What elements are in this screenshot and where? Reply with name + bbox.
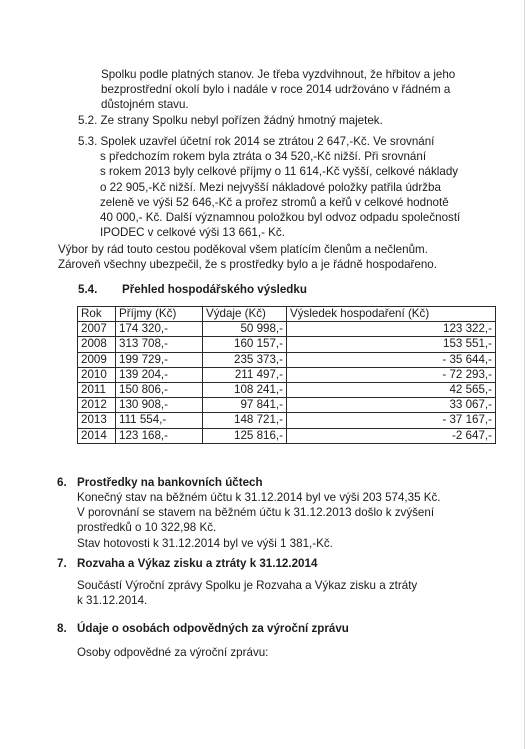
cell-year: 2007 [78,322,116,337]
section-5-3-line: s předchozím rokem byla ztráta o 34 520,-Kč nižší. Při srovnání [100,150,427,164]
cell-year: 2012 [78,398,116,413]
cell-income: 139 204,- [116,367,203,382]
cell-year: 2010 [78,367,116,382]
section-5-3-line: 5.3. Spolek uzavřel účetní rok 2014 se ztrátou 2 647,-Kč. Ve srovnání [78,135,435,148]
table-header-row [78,307,496,322]
section-5-3 [78,134,460,240]
cell-expenses: 97 841,- [203,398,287,413]
intro-line: důstojném stavu. [101,98,189,112]
cell-result: - 72 293,- [287,367,496,382]
page-edge-line [524,0,525,749]
header-income: Příjmy (Kč) [116,307,203,322]
section-6-line: V porovnání se stavem na běžném účtu k 31.12.2013 došlo k zvýšení [77,506,435,520]
cell-year: 2008 [78,337,116,352]
cell-result: 153 551,- [287,337,496,352]
cell-income: 123 168,- [116,428,203,443]
section-7-number: 7. [57,557,67,570]
header-expenses: Výdaje (Kč) [203,307,287,322]
section-6-line: prostředků o 10 322,98 Kč. [77,521,217,535]
section-6-heading [57,475,263,490]
cell-expenses: 148 721,- [203,413,287,428]
section-5-3-line: s rokem 2013 byly celkové příjmy o 11 614,-Kč vyšší, celkové náklady [100,165,459,179]
section-5-3-line: zeleně ve výši 52 646,-Kč a prořez stromů a keřů v celkové hodnotě [100,195,449,209]
thanks-line: Zároveň všechny ubezpečil, že s prostředky bylo a je řádně hospodařeno. [58,258,437,272]
table-row [78,322,496,337]
intro-line: bezprostřední okolí bylo i nadále v roce 2014 udržováno v řádném a [101,83,451,97]
section-5-3-line: IPODEC v celkové výši 13 661,- Kč. [100,226,285,240]
cell-result: - 37 167,- [287,413,496,428]
cell-income: 111 554,- [116,413,203,428]
cell-expenses: 160 157,- [203,337,287,352]
section-8-line: Osoby odpovědné za výroční zprávu: [77,646,269,659]
cell-income: 150 806,- [116,382,203,397]
table-row [78,352,496,367]
cell-year: 2011 [78,382,116,397]
section-8-body [77,645,268,660]
thanks-paragraph [58,242,437,272]
section-5-2-text: 5.2. Ze strany Spolku nebyl pořízen žádný hmotný majetek. [78,114,383,127]
cell-result: 33 067,- [287,398,496,413]
section-7-heading [57,556,317,571]
section-7-title: Rozvaha a Výkaz zisku a ztráty k 31.12.2014 [77,557,318,570]
cell-result: -2 647,- [287,428,496,443]
section-6-number: 6. [57,476,67,489]
section-6-line: Konečný stav na běžném účtu k 31.12.2014 byl ve výši 203 574,35 Kč. [77,491,441,504]
section-5-4-number: 5.4. [78,283,98,296]
section-7-line: Součástí Výroční zprávy Spolku je Rozvaha a Výkaz zisku a ztráty [77,579,418,592]
cell-year: 2009 [78,352,116,367]
cell-result: - 35 644,- [287,352,496,367]
section-6-line: Stav hotovosti k 31.12.2014 byl ve výši 1 381,-Kč. [77,536,333,550]
section-5-3-line: o 22 905,-Kč nižší. Mezi nejvyšší nákladové položky patřila údržba [100,180,441,194]
cell-year: 2013 [78,413,116,428]
cell-expenses: 108 241,- [203,382,287,397]
section-7-line: k 31.12.2014. [77,594,148,608]
cell-expenses: 211 497,- [203,367,287,382]
cell-expenses: 50 998,- [203,322,287,337]
table-row [78,398,496,413]
table-row [78,382,496,397]
section-8-number: 8. [57,622,67,635]
section-7-body [77,578,417,608]
section-6-title: Prostředky na bankovních účtech [77,476,263,489]
thanks-line: Výbor by rád touto cestou poděkoval všem platícím členům a nečlenům. [58,243,428,256]
header-result: Výsledek hospodaření (Kč) [287,307,496,322]
results-table [77,306,496,444]
intro-paragraph [101,67,455,113]
section-6-body [77,490,441,551]
section-5-3-line: 40 000,- Kč. Další významnou položkou byl odvoz odpadu společností [100,211,461,225]
table-row [78,337,496,352]
cell-income: 130 908,- [116,398,203,413]
section-8-title: Údaje o osobách odpovědných za výroční zprávu [77,622,349,635]
cell-income: 313 708,- [116,337,203,352]
section-5-4-title: Přehled hospodářského výsledku [122,283,307,296]
cell-expenses: 125 816,- [203,428,287,443]
cell-income: 199 729,- [116,352,203,367]
table-row [78,428,496,443]
section-5-4-heading [78,282,307,297]
cell-income: 174 320,- [116,322,203,337]
cell-result: 123 322,- [287,322,496,337]
section-5-2 [78,113,383,128]
section-8-heading [57,621,349,636]
cell-result: 42 565,- [287,382,496,397]
header-year: Rok [78,307,116,322]
intro-line: Spolku podle platných stanov. Je třeba vyzdvihnout, že hřbitov a jeho [101,68,456,81]
cell-year: 2014 [78,428,116,443]
table-row [78,367,496,382]
cell-expenses: 235 373,- [203,352,287,367]
table-row [78,413,496,428]
